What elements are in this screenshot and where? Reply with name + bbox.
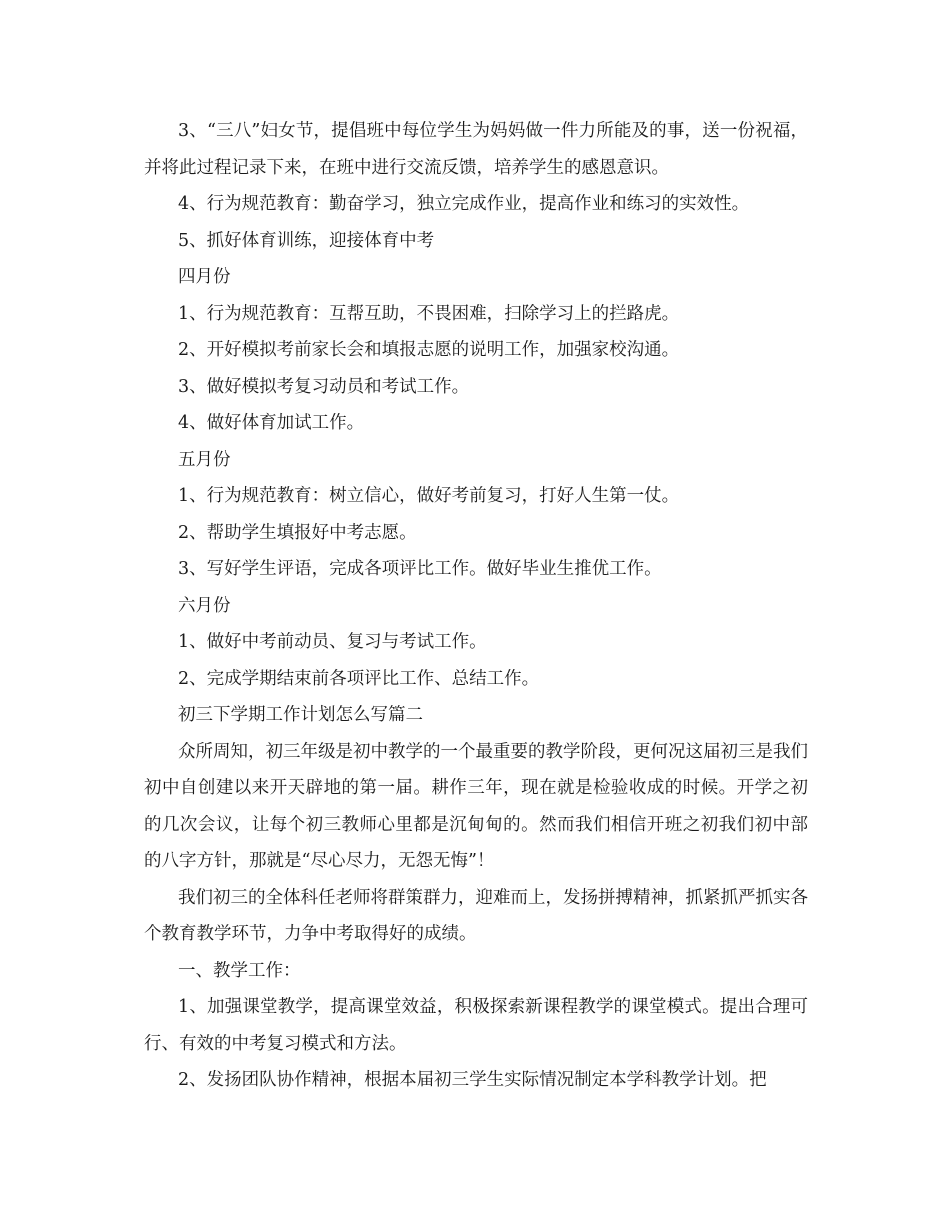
paragraph: 4、做好体育加试工作。 [178, 413, 365, 433]
paragraph: 3、写好学生评语，完成各项评比工作。做好毕业生推优工作。 [178, 559, 662, 579]
section-heading: 五月份 [178, 449, 231, 470]
paragraph: 我们初三的全体科任老师将群策群力，迎难而上，发扬拼搏精神，抓紧抓严抓实各个教育教学环节，力争中考取得好的成绩。 [144, 887, 808, 944]
section-heading: 四月份 [178, 267, 231, 287]
paragraph: 2、帮助学生填报好中考志愿。 [178, 522, 417, 543]
paragraph: 2、发扬团队协作精神，根据本届初三学生实际情况制定本学科教学计划。把 [178, 1070, 767, 1090]
article-title: 初三下学期工作计划怎么写篇二 [178, 705, 423, 725]
paragraph: 3、做好模拟考复习动员和考试工作。 [178, 376, 470, 397]
document-body [144, 113, 808, 1099]
paragraph: 1、做好中考前动员、复习与考试工作。 [178, 632, 487, 652]
paragraph: 2、完成学期结束前各项评比工作、总结工作。 [178, 668, 540, 689]
paragraph: 1、行为规范教育：互帮互助，不畏困难，扫除学习上的拦路虎。 [178, 303, 680, 324]
paragraph: 4、行为规范教育：勤奋学习，独立完成作业，提高作业和练习的实效性。 [178, 194, 750, 214]
paragraph: 2、开好模拟考前家长会和填报志愿的说明工作，加强家校沟通。 [178, 340, 680, 360]
paragraph: 众所周知，初三年级是初中教学的一个最重要的教学阶段，更何况这届初三是我们初中自创建以来开天辟地的第一届。耕作三年，现在就是检验收成的时候。开学之初的几次会议，让每个初三教师心里都是沉甸甸的。然而我们相信开班之初我们初中部的八字方针，那就是“尽心尽力，无怨无悔”！ [144, 741, 808, 871]
section-heading: 一、教学工作： [178, 960, 301, 981]
section-heading: 六月份 [178, 595, 231, 616]
paragraph: 5、抓好体育训练，迎接体育中考 [178, 230, 435, 251]
paragraph: 1、加强课堂教学，提高课堂效益，积极探索新课程教学的课堂模式。提出合理可行、有效的中考复习模式和方法。 [144, 997, 808, 1054]
paragraph: 3、“三八”妇女节，提倡班中每位学生为妈妈做一件力所能及的事，送一份祝福，并将此过程记录下来，在班中进行交流反馈，培养学生的感恩意识。 [144, 121, 808, 178]
paragraph: 1、行为规范教育：树立信心，做好考前复习，打好人生第一仗。 [178, 486, 680, 506]
